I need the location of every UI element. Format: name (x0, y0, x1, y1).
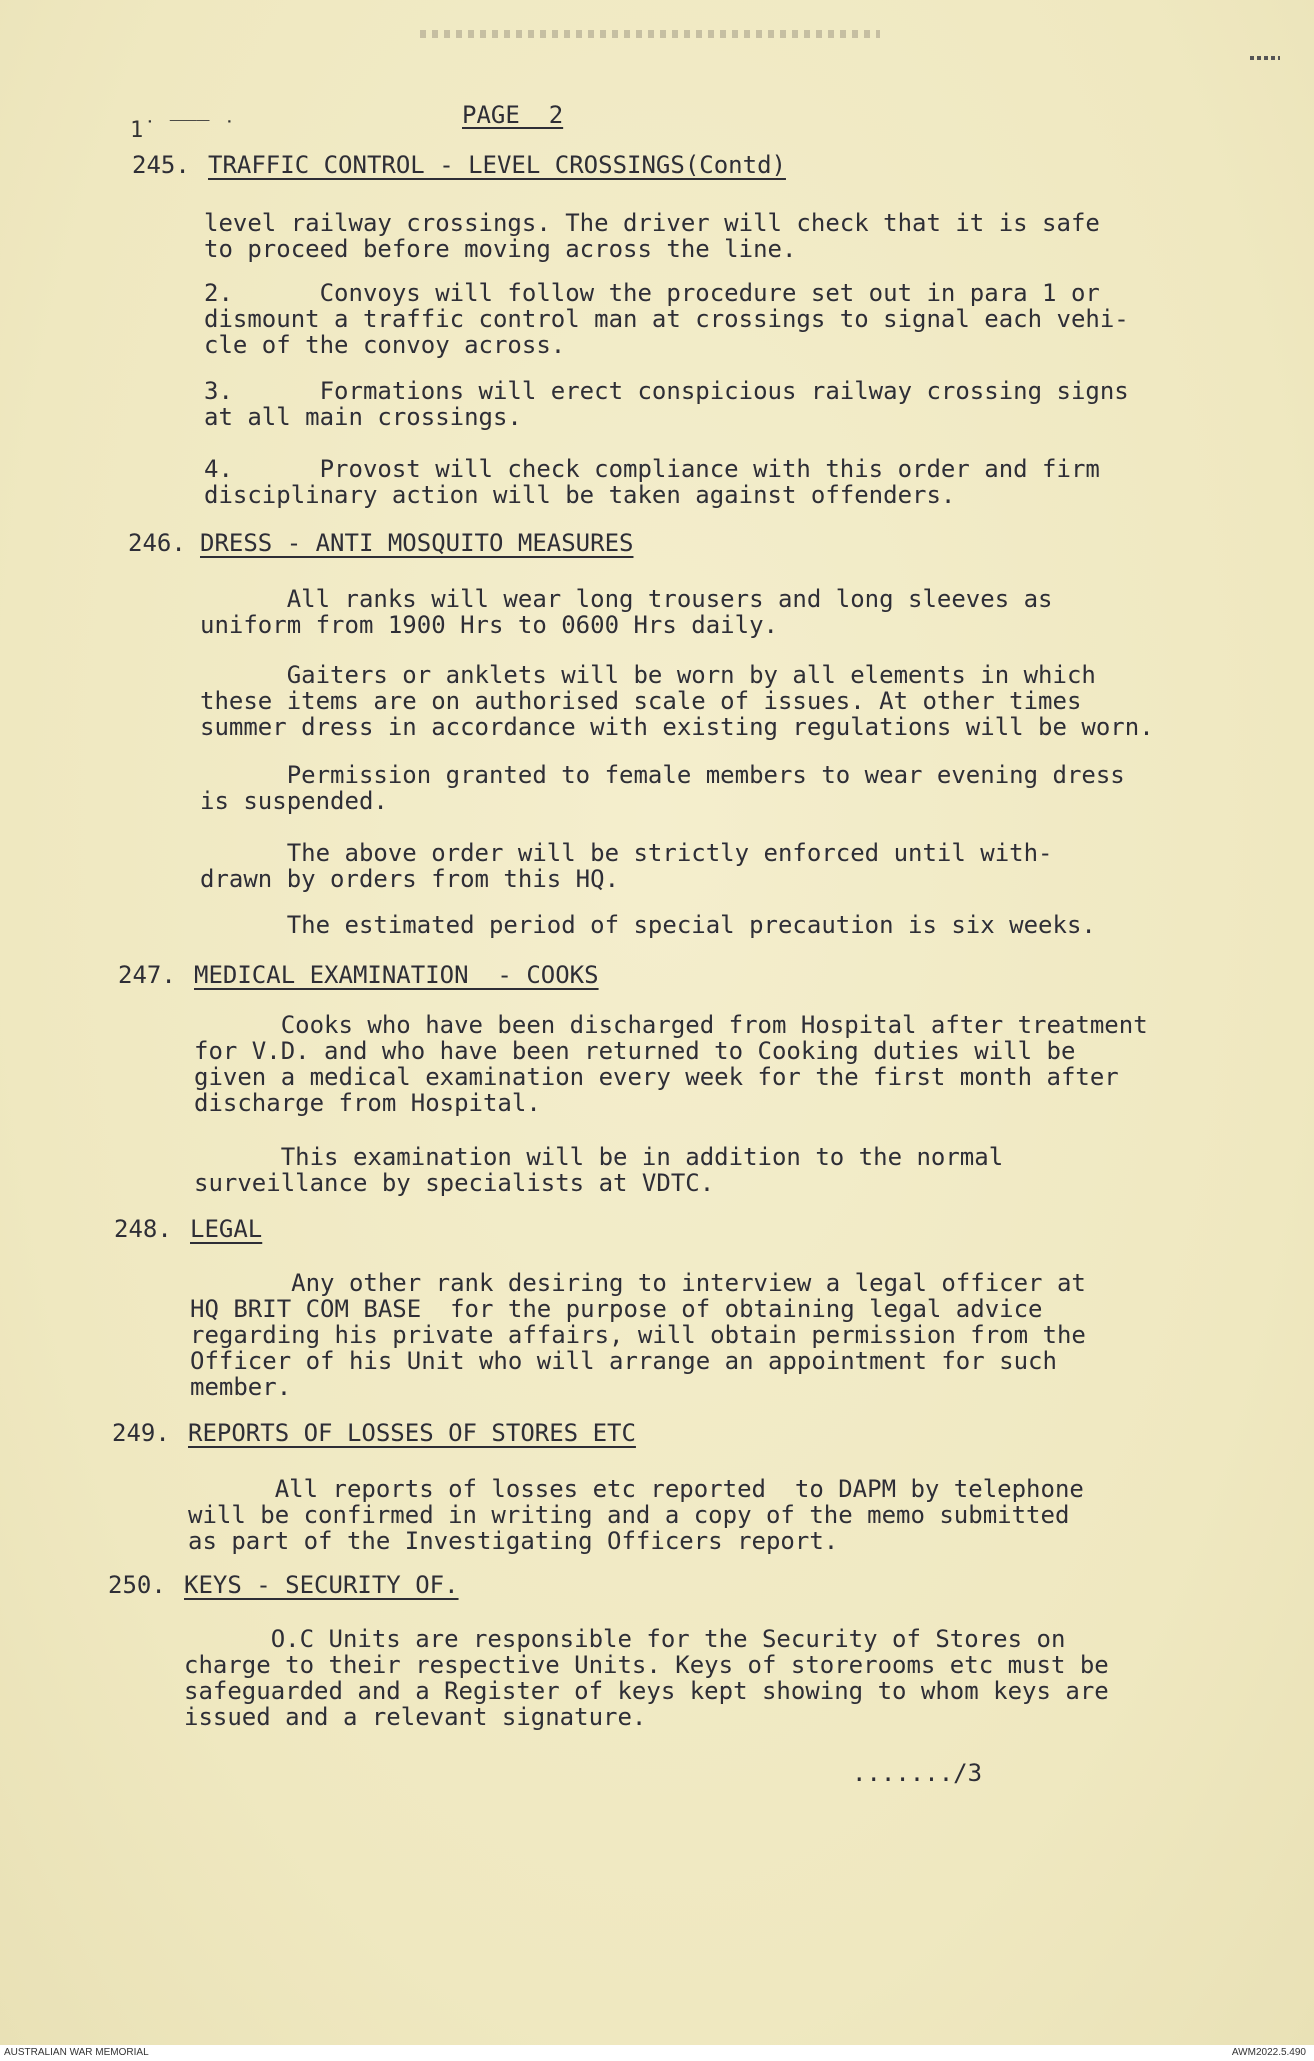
paragraph: The above order will be strictly enforced until with- drawn by orders from this HQ. (200, 839, 1053, 893)
footer-reference: AWM2022.5.490 (1231, 2047, 1306, 2058)
paragraph: 2. Convoys will follow the procedure set out in para 1 or dismount a traffic control man at crossings to signal each vehi- cle of the convoy across. (204, 279, 1129, 359)
paragraph: The estimated period of special precaution is six weeks. (200, 911, 1096, 939)
section-title: REPORTS OF LOSSES OF STORES ETC (188, 1419, 636, 1447)
handwritten-tick: 1˙ ‾‾‾ ˙ (130, 118, 236, 143)
archive-footer (0, 2045, 1314, 2061)
section-title: KEYS - SECURITY OF. (184, 1571, 459, 1599)
paragraph: Permission granted to female members to wear evening dress is suspended. (200, 761, 1125, 815)
paragraph: Any other rank desiring to interview a legal officer at HQ BRIT COM BASE for the purpose of obtaining legal advice regarding his private affairs, will obtain permission from the Officer of his Unit who will arrange an appointment for such member. (190, 1269, 1086, 1401)
continuation-marker: ......./3 (852, 1759, 983, 1787)
paragraph: All ranks will wear long trousers and long sleeves as uniform from 1900 Hrs to 0600 Hrs daily. (200, 585, 1053, 639)
section-number: 246. (128, 529, 186, 557)
section-number: 248. (114, 1215, 172, 1243)
section-title: TRAFFIC CONTROL - LEVEL CROSSINGS(Contd) (208, 151, 786, 179)
section-title: LEGAL (190, 1215, 263, 1243)
section-number: 250. (108, 1571, 166, 1599)
footer-institution: AUSTRALIAN WAR MEMORIAL (4, 2047, 149, 2058)
page-header: PAGE 2 (462, 101, 564, 129)
section-title: DRESS - ANTI MOSQUITO MEASURES (200, 529, 634, 557)
paragraph: Gaiters or anklets will be worn by all elements in which these items are on authorised scale of issues. At other times summer dress in accordance with existing regulations will be worn. (200, 661, 1154, 741)
paragraph: This examination will be in addition to the normal surveillance by specialists at VDTC. (194, 1143, 1004, 1197)
paragraph: O.C Units are responsible for the Security of Stores on charge to their respective Units. Keys of storerooms etc must be safeguarded and a Register of keys kept showing to whom keys are issued and a relevant signature. (184, 1625, 1109, 1731)
paragraph: 3. Formations will erect conspicious railway crossing signs at all main crossings. (204, 377, 1129, 431)
corner-mark (1250, 56, 1280, 60)
top-edge-marks (420, 30, 880, 38)
paragraph: 4. Provost will check compliance with this order and firm disciplinary action will be taken against offenders. (204, 455, 1100, 509)
section-number: 249. (112, 1419, 170, 1447)
paragraph: All reports of losses etc reported to DAPM by telephone will be confirmed in writing and a copy of the memo submitted as part of the Investigating Officers report. (188, 1475, 1084, 1555)
section-title: MEDICAL EXAMINATION - COOKS (194, 961, 599, 989)
paragraph: level railway crossings. The driver will check that it is safe to proceed before moving across the line. (204, 209, 1100, 263)
section-number: 245. (132, 151, 190, 179)
section-number: 247. (118, 961, 176, 989)
paragraph: Cooks who have been discharged from Hospital after treatment for V.D. and who have been returned to Cooking duties will be given a medical examination every week for the first month after discharge from Hospital. (194, 1011, 1148, 1117)
